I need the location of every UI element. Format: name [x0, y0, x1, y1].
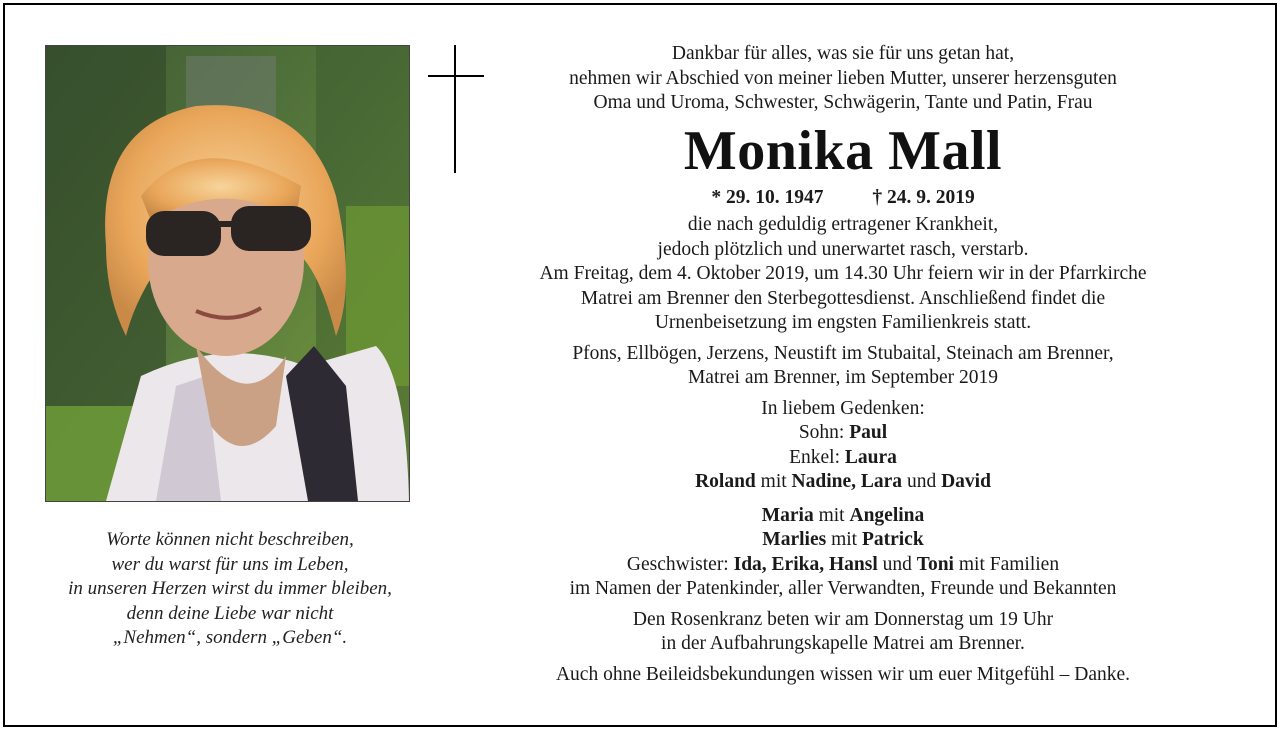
intro-line: nehmen wir Abschied von meiner lieben Mutter, unserer herzensguten [569, 67, 1117, 89]
marlies-line: Marlies mit Patrick [762, 529, 924, 550]
grandchild-name: Laura [844, 446, 897, 468]
passing-line: Urnenbeisetzung im engsten Familienkreis statt. [654, 312, 1032, 333]
maria-line: Maria mit Angelina [761, 504, 925, 526]
intro-line: Dankbar für alles, was sie für uns getan hat, [671, 43, 1015, 64]
memorial-poem [20, 528, 440, 651]
obituary-text [470, 42, 1216, 687]
poem-line: „Nehmen“, sondern „Geben“. [112, 627, 348, 648]
son-name: Paul [849, 422, 888, 443]
places-line: Matrei am Brenner, im September 2019 [687, 367, 999, 388]
closing-line: Auch ohne Beileidsbekundungen wissen wir um euer Mitgefühl – Danke. [555, 663, 1131, 685]
rosary-line: in der Aufbahrungskapelle Matrei am Brenner. [661, 633, 1025, 654]
memory-heading: In liebem Gedenken: [761, 397, 925, 419]
poem-line: wer du warst für uns im Leben, [111, 553, 349, 575]
birth-date: * 29. 10. 1947 [711, 186, 824, 208]
poem-line: in unseren Herzen wirst du immer bleiben, [68, 578, 392, 599]
places-line: Pfons, Ellbögen, Jerzens, Neustift im Stubaital, Steinach am Brenner, [572, 342, 1114, 364]
passing-line: die nach geduldig ertragener Krankheit, [687, 214, 999, 235]
rosary-line: Den Rosenkranz beten wir am Donnerstag um 19 Uhr [632, 608, 1054, 630]
grandchild-line: Enkel: Laura [789, 446, 897, 468]
siblings-line: Geschwister: Ida, Erika, Hansl und Toni mit Familien [626, 553, 1060, 575]
portrait-photo [45, 45, 410, 502]
poem-line: denn deine Liebe war nicht [126, 602, 334, 624]
passing-line: jedoch plötzlich und unerwartet rasch, verstarb. [657, 238, 1029, 260]
poem-line: Worte können nicht beschreiben, [106, 529, 354, 550]
life-dates [470, 186, 1216, 211]
passing-line: Matrei am Brenner den Sterbegottesdienst. Anschließend findet die [580, 287, 1106, 309]
on-behalf-line: im Namen der Patenkinder, aller Verwandten, Freunde und Bekannten [569, 578, 1117, 599]
death-date: † 24. 9. 2019 [872, 186, 975, 208]
intro-line: Oma und Uroma, Schwester, Schwägerin, Tante und Patin, Frau [593, 92, 1093, 113]
deceased-name: Monika Mall [683, 119, 1003, 182]
son-line: Sohn: Paul [798, 422, 888, 443]
roland-line: Roland mit Nadine, Lara und David [695, 471, 991, 492]
passing-line: Am Freitag, dem 4. Oktober 2019, um 14.30 Uhr feiern wir in der Pfarrkirche [539, 263, 1147, 284]
